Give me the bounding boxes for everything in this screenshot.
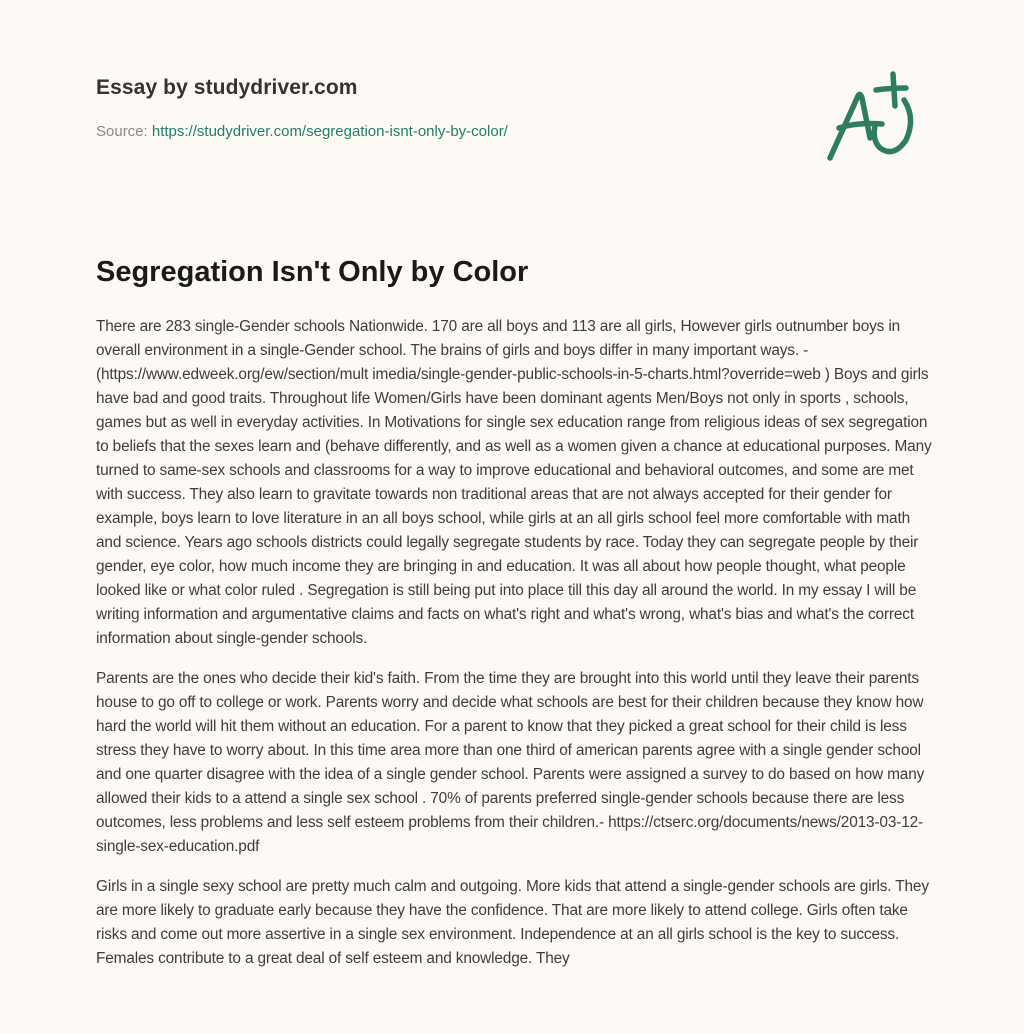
source-line <box>96 123 508 140</box>
essay-title: Segregation Isn't Only by Color <box>96 256 529 288</box>
source-label: Source: <box>96 123 148 140</box>
source-link[interactable]: https://studydriver.com/segregation-isnt-only-by-color/ <box>151 123 508 140</box>
site-title: Essay by studydriver.com <box>96 76 358 99</box>
essay-paragraph: There are 283 single-Gender schools Nationwide. 170 are all boys and 113 are all girls, However girls outnumber boys in overall environment in a single-Gender school. The brains of girls and boys differ in many important ways. - (https://www.edweek.org/ew/section/mult imedia/single-gender-public-schools-in-5-charts.html?override=web ) Boys and girls have bad and good traits. Throughout life Women/Girls have been dominant agents Men/Boys not only in sports , schools, games but as well in everyday activities. In Motivations for single sex education range from religious ideas of sex segregation to beliefs that the sexes learn and (behave differently, and as well as a women given a chance at educational purposes. Many turned to same-sex schools and classrooms for a way to improve educational and behavioral outcomes, and some are met with success. They also learn to gravitate towards non traditional areas that are not always accepted for their gender for example, boys learn to love literature in an all boys school, while girls at an all girls school feel more comfortable with math and science. Years ago schools districts could legally segregate students by race. Today they can segregate people by their gender, eye color, how much income they are bringing in and education. It was all about how people thought, what people looked like or what color ruled . Segregation is still being put into place till this day all around the world. In my essay I will be writing information and argumentative claims and facts on what's right and what's wrong, what's bias and what's the correct information about single-gender schools. <box>96 318 932 647</box>
essay-paragraph: Girls in a single sexy school are pretty much calm and outgoing. More kids that attend a single-gender schools are girls. They are more likely to graduate early because they have the confidence. That are more likely to attend college. Girls often take risks and come out more assertive in a single sex environment. Independence at an all girls school is the key to success. Females contribute to a great deal of self esteem and knowledge. They <box>96 878 929 967</box>
a-plus-grade-icon <box>820 66 930 166</box>
essay-body <box>96 315 936 987</box>
essay-paragraph: Parents are the ones who decide their kid's faith. From the time they are brought into this world until they leave their parents house to go off to college or work. Parents worry and decide what schools are best for their children because they know how hard the world will hit them without an education. For a parent to know that they picked a great school for their child is less stress they have to worry about. In this time area more than one third of american parents agree with a single gender school and one quarter disagree with the idea of a single gender school. Parents were assigned a survey to do based on how many allowed their kids to a attend a single sex school . 70% of parents preferred single-gender schools because there are less outcomes, less problems and less self esteem problems from their children.- https://ctserc.org/documents/news/2013-03-12-single-sex-education.pdf <box>96 670 925 855</box>
